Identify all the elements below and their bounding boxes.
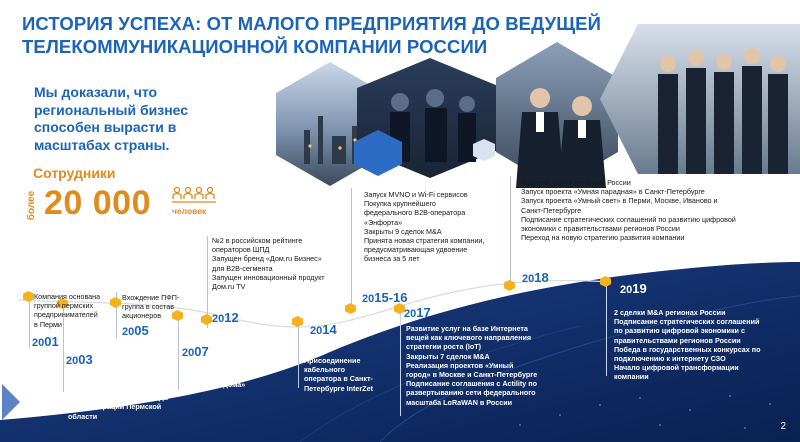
event-line: 3 сделки M&A в регионах России	[521, 178, 631, 187]
timeline-marker-2019	[600, 276, 611, 287]
event-line: Принята новая стратегия компании,	[364, 236, 485, 246]
event-line: Запуск проекта «Умная парадная» в Санкт-Петербурге	[521, 187, 705, 197]
year-2015-16: 2015-16	[362, 290, 408, 305]
event-line: Петербурге InterZet	[304, 383, 373, 393]
event-line: группой пермских	[34, 301, 94, 311]
event-line: кабельного	[304, 365, 346, 375]
event-line: Развитие услуг на базе Интернета	[406, 324, 528, 333]
year-2001: 2001	[32, 334, 59, 349]
year-2018: 2018	[522, 270, 549, 285]
event-line: экономики с правительствами регионов России	[521, 224, 680, 234]
event-line: Победа в государственных конкурсах по	[614, 344, 761, 354]
event-line: Компания основана	[34, 292, 101, 301]
event-line: по развитию цифровой экономики с	[614, 326, 745, 336]
event-2019-text	[614, 308, 794, 382]
staff-unit: человек	[172, 206, 207, 216]
staff-count: 20 000	[44, 184, 151, 222]
staff-prefix: более	[26, 190, 38, 221]
year-2012: 2012	[212, 310, 239, 325]
event-2014-text	[304, 356, 396, 393]
event-line: Реализация проектов «Умный	[406, 360, 514, 370]
connector-2019	[606, 282, 607, 376]
event-line: стратегии роста (IoT)	[406, 342, 482, 352]
connector-2017	[400, 312, 401, 416]
event-line: акционеров	[122, 311, 162, 321]
event-line: Закрыты 9 сделок M&A	[364, 226, 442, 236]
connector-2015	[351, 188, 352, 308]
event-line: Дом.ru TV	[212, 282, 246, 292]
event-line: федерального B2B-оператора	[364, 208, 466, 218]
event-line: Запатентована технология	[182, 362, 278, 371]
year-2007: 2007	[182, 344, 209, 359]
event-line: правительствами регионов России	[614, 335, 741, 345]
event-line: масштаба LoRaWAN в России	[406, 397, 513, 407]
year-2019: 2019	[620, 281, 647, 296]
hexagon-accent-shape	[352, 128, 404, 178]
event-2017-text	[406, 324, 576, 407]
event-line: группа в состав	[122, 302, 175, 312]
event-line: строительства сети	[182, 371, 253, 381]
event-line: вещей как ключевого направления	[406, 333, 532, 343]
event-line: «Энфорта»	[364, 217, 403, 227]
event-line: предусматривающая удвоение	[364, 245, 468, 255]
event-line: Подписание стратегических соглашений	[614, 317, 760, 327]
page-number: 2	[780, 421, 786, 432]
event-line: 2 сделки M&A регионах России	[614, 308, 726, 317]
title-line-1: ИСТОРИЯ УСПЕХА: ОТ МАЛОГО ПРЕДПРИЯТИЯ ДО ВЕДУЩЕЙ	[22, 13, 602, 34]
event-line: для B2B-сегмента	[212, 263, 273, 273]
people-icon	[172, 186, 218, 206]
timeline-marker-2001	[23, 291, 34, 302]
hexagon-small-accent	[472, 138, 496, 162]
event-line: Подписание стратегических соглашений по развитию цифровой	[521, 214, 736, 224]
event-line: Запущен бренд «Дом.ru Бизнес»	[212, 254, 322, 264]
event-line: Запуск MVNO и Wi-Fi сервисов	[364, 190, 468, 199]
event-line: предпринимателей	[34, 310, 98, 320]
event-line: оператора в Санкт-	[304, 374, 373, 384]
event-line: Запуск проекта «Умный свет» в Перми, Москве, Иваново и	[521, 196, 718, 206]
play-arrow-icon	[0, 380, 22, 424]
event-2015-16-text	[364, 190, 504, 264]
event-line: Подписание соглашения с Actility по	[406, 379, 538, 389]
event-line: администрации Пермской	[68, 402, 162, 412]
timeline-marker-2018	[504, 280, 515, 291]
event-line: Присоединение	[304, 356, 361, 365]
event-line: №2 в российском рейтинге	[212, 236, 303, 245]
event-line: Вхождение ПФП-	[122, 293, 180, 302]
event-line: стороны венчурного фонда	[68, 393, 168, 403]
event-line: город» в Москве и Санкт-Петербурге	[406, 370, 538, 380]
event-2003-text	[68, 384, 188, 421]
event-line: Переход на новую стратегию развития компании	[521, 233, 685, 243]
title-line-2: ТЕЛЕКОММУНИКАЦИОННОЙ КОМПАНИИ РОССИИ	[22, 36, 488, 57]
event-line: области	[68, 411, 98, 421]
event-line: подключению к интернету СЗО	[614, 354, 726, 364]
year-2017: 2017	[404, 305, 431, 320]
event-line: Финансирование со	[68, 384, 140, 393]
year-2005: 2005	[122, 323, 149, 338]
event-line: компании	[614, 372, 649, 382]
event-line: Санкт-Петербурге	[521, 205, 582, 215]
event-2018-text	[521, 178, 771, 242]
connector-2007	[178, 318, 179, 390]
event-2005-text	[122, 293, 204, 321]
connector-2014	[298, 322, 299, 388]
year-2014: 2014	[310, 322, 337, 337]
delegation-photo	[598, 24, 800, 174]
event-line: развертыванию сети федерального	[406, 388, 536, 398]
event-line: в Перми	[34, 319, 62, 329]
event-line: Покупка крупнейшего	[364, 199, 436, 209]
event-line: Закрыты 7 сделок M&A	[406, 351, 490, 361]
event-line: бизнеса за 5 лет	[364, 254, 420, 264]
staff-prefix-wrap	[27, 190, 41, 224]
connector-2018	[510, 176, 511, 286]
timeline-marker-2015	[345, 303, 356, 314]
event-2012-text	[212, 236, 342, 291]
event-line: операторов ШПД	[212, 245, 270, 255]
event-line: «оптика до дома»	[182, 380, 246, 390]
year-2003: 2003	[66, 352, 93, 367]
subtitle: Мы доказали, что региональный бизнес способен вырасти в масштабах страны.	[34, 84, 189, 153]
event-line: Запущен инновационный продукт	[212, 272, 325, 282]
event-line: Начало цифровой трансформации	[614, 363, 739, 373]
staff-label: Сотрудники	[33, 165, 116, 181]
event-2007-text	[182, 362, 292, 390]
timeline-marker-2014	[292, 316, 303, 327]
event-2001-text	[34, 292, 118, 329]
